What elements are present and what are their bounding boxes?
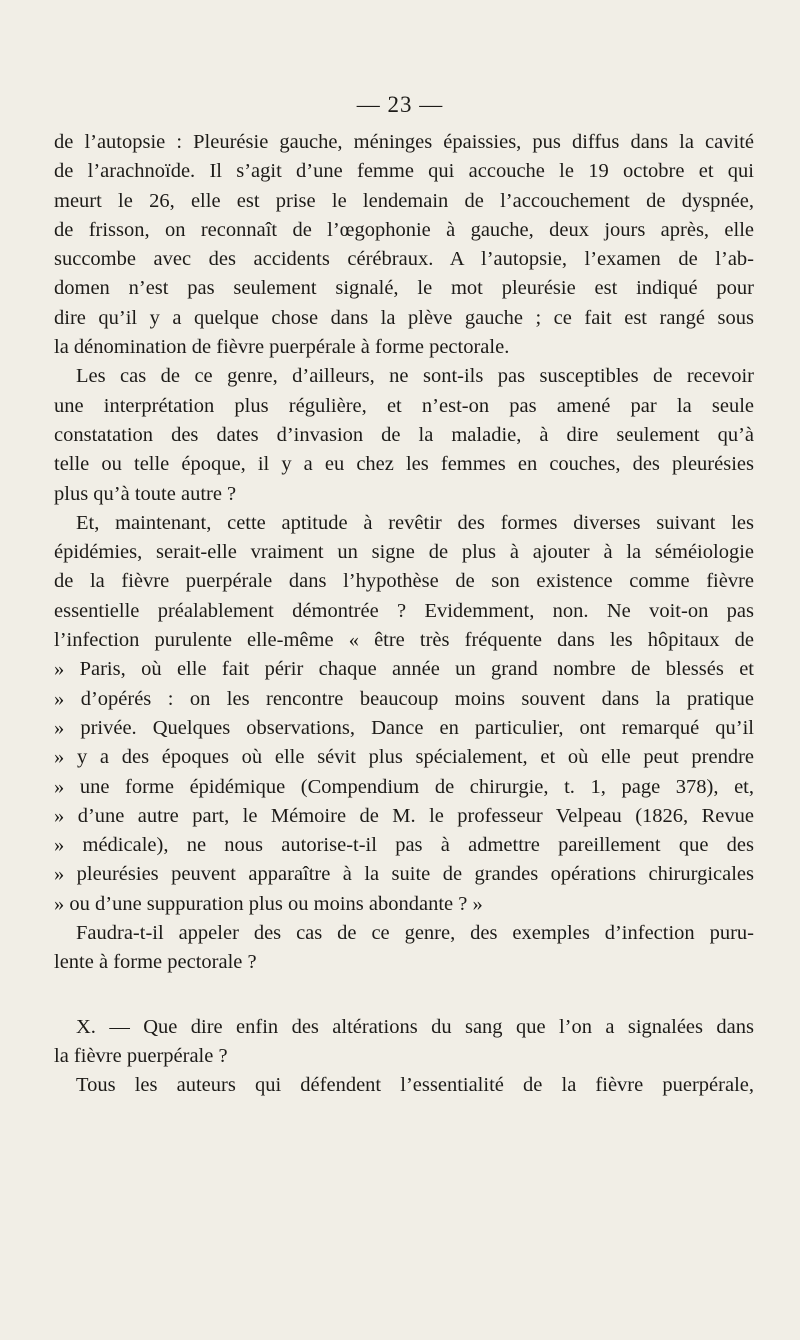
body-text xyxy=(54,128,754,1101)
paragraph-gap xyxy=(54,978,754,1013)
text-line: de l’autopsie : Pleurésie gauche, méninges épaissies, pus diffus dans la cavité xyxy=(54,131,754,153)
text-line: de frisson, on reconnaît de l’œgophonie à gauche, deux jours après, elle xyxy=(54,218,754,241)
text-line: X. — Que dire enfin des altérations du sang que l’on a signalées dans xyxy=(76,1015,754,1038)
text-line: plus qu’à toute autre ? xyxy=(54,482,237,505)
text-line: » médicale), ne nous autorise-t-il pas à admettre pareillement que des xyxy=(54,834,754,857)
text-line: l’infection purulente elle-même « être très fréquente dans les hôpitaux de xyxy=(54,629,754,652)
text-line: la fièvre puerpérale ? xyxy=(54,1044,228,1067)
page-number: — 23 — xyxy=(356,92,444,117)
text-line: Et, maintenant, cette aptitude à revêtir des formes diverses suivant les xyxy=(76,511,754,534)
text-line: » y a des époques où elle sévit plus spécialement, et où elle peut prendre xyxy=(54,746,754,769)
text-line: la dénomination de fièvre puerpérale à forme pectorale. xyxy=(54,336,510,359)
text-line: domen n’est pas seulement signalé, le mot pleurésie est indiqué pour xyxy=(54,277,754,300)
text-line: » d’opérés : on les rencontre beaucoup moins souvent dans la pratique xyxy=(54,687,754,710)
text-line: épidémies, serait-elle vraiment un signe de plus à ajouter à la séméiologie xyxy=(54,541,754,564)
text-line: » ou d’une suppuration plus ou moins abondante ? » xyxy=(54,892,483,915)
text-line: lente à forme pectorale ? xyxy=(54,951,257,974)
text-line: » d’une autre part, le Mémoire de M. le professeur Velpeau (1826, Revue xyxy=(54,804,754,827)
text-line: » Paris, où elle fait périr chaque année un grand nombre de blessés et xyxy=(54,658,754,681)
text-line: » pleurésies peuvent apparaître à la suite de grandes opérations chirurgicales xyxy=(54,863,754,886)
text-line: succombe avec des accidents cérébraux. A l’autopsie, l’examen de l’ab- xyxy=(54,248,754,271)
text-line: Les cas de ce genre, d’ailleurs, ne sont-ils pas susceptibles de recevoir xyxy=(76,365,754,388)
text-line: » privée. Quelques observations, Dance en particulier, ont remarqué qu’il xyxy=(54,716,754,739)
text-line: meurt le 26, elle est prise le lendemain de l’accouchement de dyspnée, xyxy=(54,189,754,212)
text-line: Faudra-t-il appeler des cas de ce genre, des exemples d’infection puru- xyxy=(76,922,754,945)
text-line: constatation des dates d’invasion de la maladie, à dire seulement qu’à xyxy=(54,423,754,446)
text-line: Tous les auteurs qui défendent l’essentialité de la fièvre puerpérale, xyxy=(76,1074,754,1097)
text-line: dire qu’il y a quelque chose dans la plève gauche ; ce fait est rangé sous xyxy=(54,306,754,329)
text-line: essentielle préalablement démontrée ? Evidemment, non. Ne voit-on pas xyxy=(54,599,754,622)
text-line: » une forme épidémique (Compendium de chirurgie, t. 1, page 378), et, xyxy=(54,775,754,798)
text-line: une interprétation plus régulière, et n’est-on pas amené par la seule xyxy=(54,394,754,417)
text-line: telle ou telle époque, il y a eu chez les femmes en couches, des pleurésies xyxy=(54,453,754,476)
text-line: de l’arachnoïde. Il s’agit d’une femme qui accouche le 19 octobre et qui xyxy=(54,160,754,183)
text-line: de la fièvre puerpérale dans l’hypothèse de son existence comme fièvre xyxy=(54,570,754,593)
